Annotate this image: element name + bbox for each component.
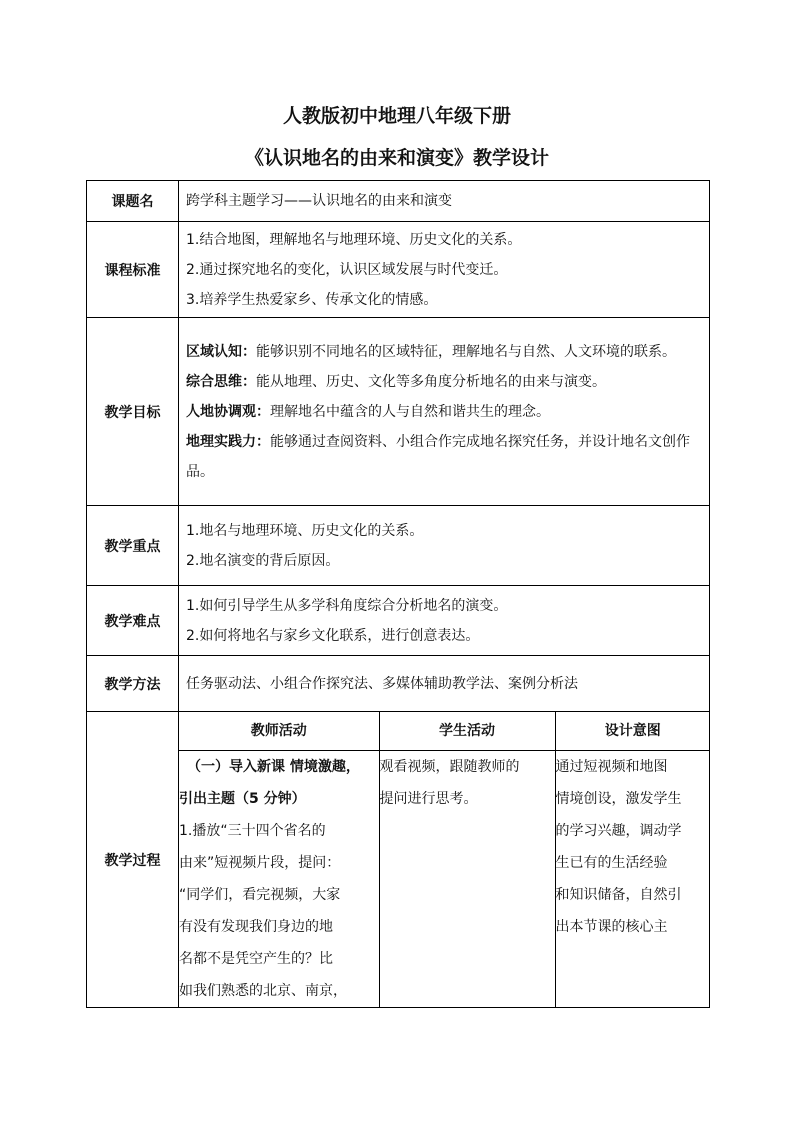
label-methods: 教学方法	[87, 656, 179, 712]
design-line: 生已有的生活经验	[555, 855, 668, 871]
objective-text: 能够识别不同地名的区域特征，理解地名与自然、人文环境的联系。	[256, 343, 676, 360]
objective-item	[186, 427, 703, 487]
design-line: 出本节课的核心主	[555, 919, 668, 935]
teacher-line: “同学们，看完视频，大家	[179, 887, 341, 903]
objective-text: 能够通过查阅资料、小组合作完成地名探究任务，并设计地名文创作品。	[186, 433, 690, 480]
label-objectives: 教学目标	[87, 318, 179, 506]
row-objectives	[87, 318, 710, 506]
difficulty-line: 1.如何引导学生从多学科角度综合分析地名的演变。	[186, 597, 508, 614]
lesson-plan-table	[86, 180, 710, 1008]
standards-content	[179, 222, 710, 318]
difficulties-content	[179, 586, 710, 656]
document-subtitle: 《认识地名的由来和演变》教学设计	[244, 147, 549, 169]
objective-term: 地理实践力：	[186, 433, 270, 450]
objective-term: 综合思维：	[186, 373, 256, 390]
key-point-line: 1.地名与地理环境、历史文化的关系。	[186, 522, 424, 539]
design-line: 情境创设，激发学生	[555, 791, 682, 807]
header-student-activity: 学生活动	[379, 712, 555, 751]
teacher-line: 名都不是凭空产生的？比	[179, 951, 333, 967]
label-standards: 课程标准	[87, 222, 179, 318]
teacher-section-heading: （一）导入新课 情境激趣，	[187, 759, 360, 775]
row-key-points	[87, 506, 710, 586]
objective-text: 理解地名中蕴含的人与自然和谐共生的理念。	[270, 403, 550, 420]
student-line: 提问进行思考。	[379, 791, 478, 807]
document-title: 人教版初中地理八年级下册	[282, 105, 511, 127]
objective-term: 人地协调观：	[186, 403, 270, 420]
design-line: 和知识储备，自然引	[555, 887, 682, 903]
label-process: 教学过程	[87, 712, 179, 1008]
objective-item	[186, 367, 703, 397]
teacher-activity-cell	[179, 751, 379, 1008]
teacher-line: 如我们熟悉的北京、南京，	[179, 983, 347, 999]
objective-term: 区域认知：	[186, 343, 256, 360]
label-topic: 课题名	[87, 181, 179, 222]
process-table	[179, 712, 710, 1007]
row-standards	[87, 222, 710, 318]
teacher-line: 有没有发现我们身边的地	[179, 919, 333, 935]
header-design-intent: 设计意图	[555, 712, 710, 751]
process-content	[179, 712, 710, 1008]
process-body-row	[179, 751, 710, 1008]
standards-line: 3.培养学生热爱家乡、传承文化的情感。	[186, 291, 438, 308]
label-difficulties: 教学难点	[87, 586, 179, 656]
objective-item	[186, 337, 703, 367]
topic-value: 跨学科主题学习——认识地名的由来和演变	[179, 181, 710, 222]
row-methods	[87, 656, 710, 712]
process-header-row	[179, 712, 710, 751]
header-teacher-activity: 教师活动	[179, 712, 379, 751]
label-key-points: 教学重点	[87, 506, 179, 586]
teacher-line: 1.播放“三十四个省名的	[179, 823, 326, 839]
design-line: 的学习兴趣，调动学	[555, 823, 682, 839]
design-intent-cell	[555, 751, 710, 1008]
design-line: 通过短视频和地图	[555, 759, 668, 775]
standards-line: 1.结合地图，理解地名与地理环境、历史文化的关系。	[186, 231, 522, 248]
key-points-content	[179, 506, 710, 586]
teacher-line: 由来”短视频片段，提问：	[179, 855, 341, 871]
objectives-content	[179, 318, 710, 506]
teacher-section-heading: 引出主题（5 分钟）	[179, 791, 306, 807]
key-point-line: 2.地名演变的背后原因。	[186, 552, 340, 569]
row-difficulties	[87, 586, 710, 656]
row-process	[87, 712, 710, 1008]
row-topic	[87, 181, 710, 222]
student-activity-cell	[379, 751, 555, 1008]
methods-value: 任务驱动法、小组合作探究法、多媒体辅助教学法、案例分析法	[179, 656, 710, 712]
objective-text: 能从地理、历史、文化等多角度分析地名的由来与演变。	[256, 373, 606, 390]
student-line: 观看视频，跟随教师的	[379, 759, 520, 775]
standards-line: 2.通过探究地名的变化，认识区域发展与时代变迁。	[186, 261, 508, 278]
objective-item	[186, 397, 703, 427]
difficulty-line: 2.如何将地名与家乡文化联系，进行创意表达。	[186, 627, 480, 644]
